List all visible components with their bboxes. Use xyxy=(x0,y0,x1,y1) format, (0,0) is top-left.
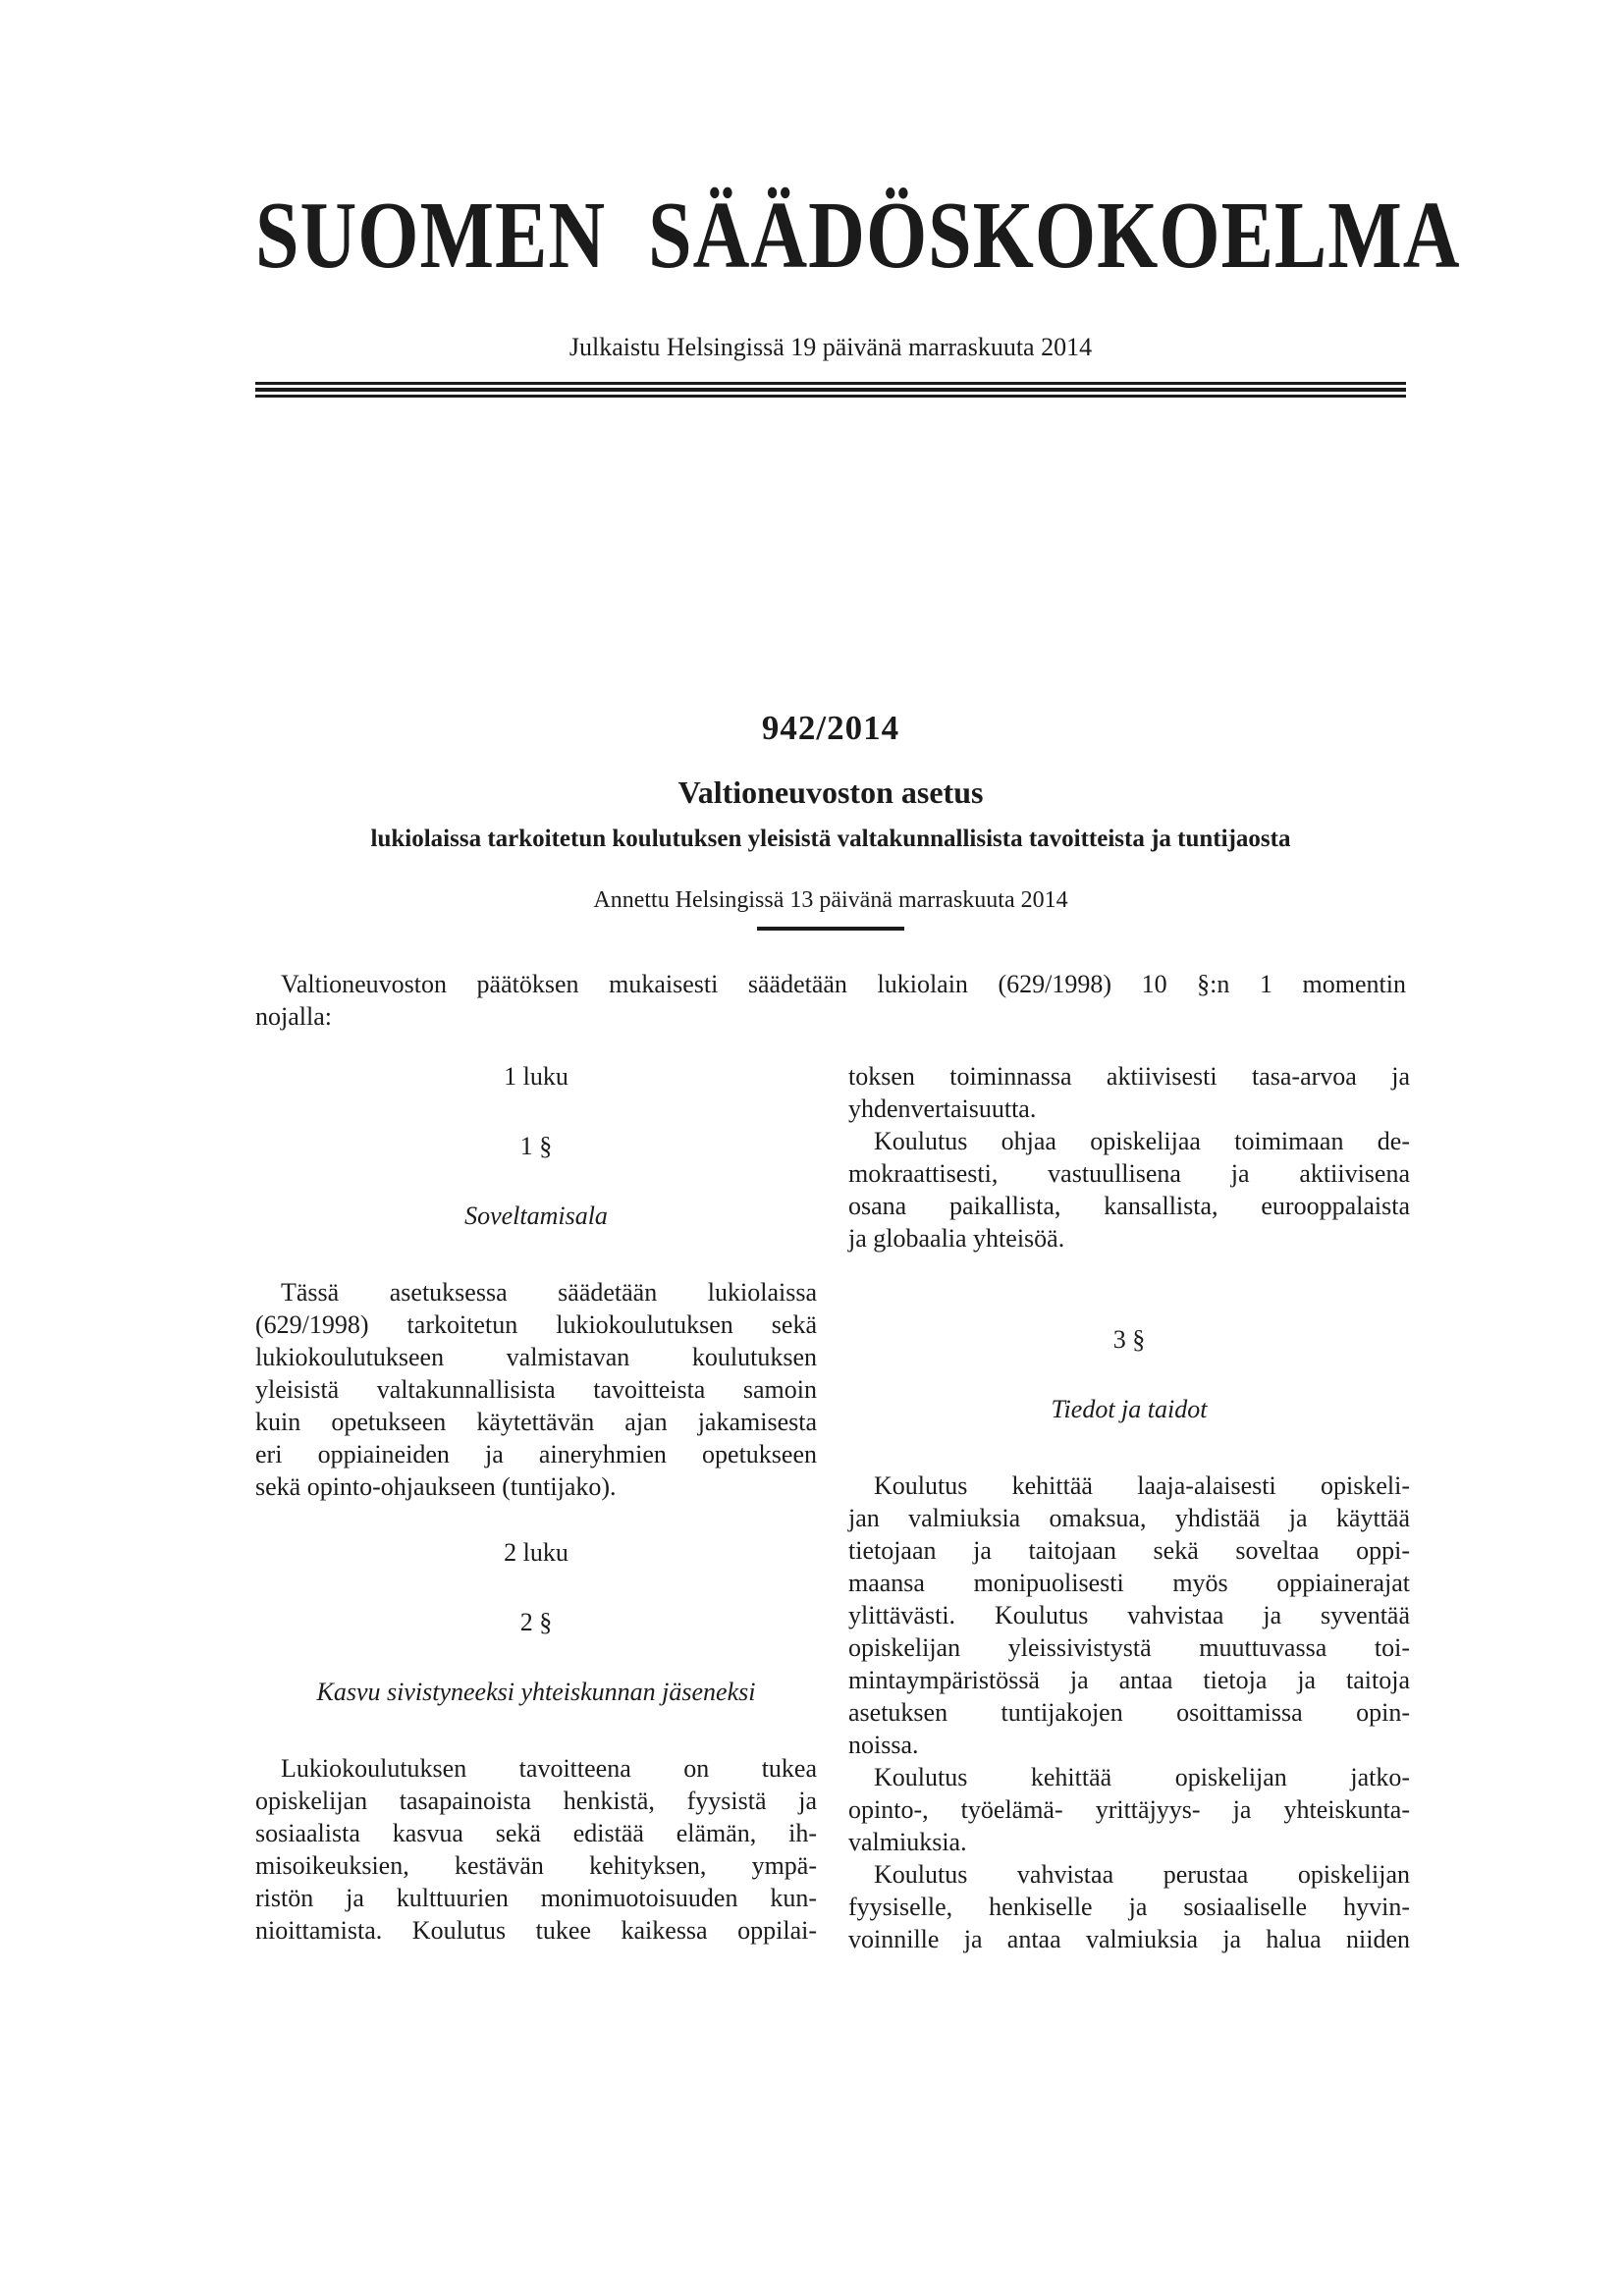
text-line: sosiaalista kasvua sekä edistää elämän, ih- xyxy=(255,1819,817,1847)
paragraph xyxy=(848,1469,1410,1761)
intro-paragraph xyxy=(255,968,1406,1033)
text-line: Valtioneuvoston päätöksen mukaisesti säädetään lukiolain (629/1998) 10 §:n 1 momentin xyxy=(281,970,1406,998)
section-heading: 3 § xyxy=(1112,1325,1146,1354)
text-line: asetuksen tuntijakojen osoittamissa opin- xyxy=(848,1698,1410,1727)
text-line: misoikeuksien, kestävän kehityksen, ympä- xyxy=(255,1851,817,1880)
text-line: tietojaan ja taitojaan sekä soveltaa oppi- xyxy=(848,1536,1410,1565)
text-line: toksen toiminnassa aktiivisesti tasa-arvoa ja xyxy=(848,1062,1410,1091)
text-line: Koulutus kehittää laaja-alaisesti opiskeli- xyxy=(874,1471,1410,1500)
decree-number: 942/2014 xyxy=(761,709,900,747)
section-title: Tiedot ja taidot xyxy=(1051,1395,1208,1423)
paragraph xyxy=(255,1752,817,1947)
given-date-line: Annettu Helsingissä 13 päivänä marraskuuta 2014 xyxy=(593,887,1068,913)
decree-type: Valtioneuvoston asetus xyxy=(677,774,984,810)
text-line: jan valmiuksia omaksua, yhdistää ja käyttää xyxy=(848,1504,1410,1532)
text-line: nioittamista. Koulutus tukee kaikessa oppilai- xyxy=(255,1916,817,1945)
rule-line xyxy=(255,395,1406,398)
text-line: eri oppiaineiden ja aineryhmien opetukseen xyxy=(255,1440,817,1468)
text-line: mokraattisesti, vastuullisena ja aktiivisena xyxy=(848,1159,1410,1188)
publication-line: Julkaistu Helsingissä 19 päivänä marraskuuta 2014 xyxy=(568,333,1093,361)
section-heading: 1 § xyxy=(519,1132,553,1160)
body-columns xyxy=(255,1060,1410,1955)
text-line: Koulutus ohjaa opiskelijaa toimimaan de- xyxy=(874,1127,1410,1155)
text-line: Lukiokoulutuksen tavoitteena on tukea xyxy=(281,1754,817,1783)
section-title: Kasvu sivistyneeksi yhteiskunnan jäseneksi xyxy=(316,1678,756,1706)
text-line: fyysiselle, henkiselle ja sosiaaliselle hyvin- xyxy=(848,1893,1410,1921)
column-right xyxy=(848,1060,1410,1955)
text-line: Koulutus vahvistaa perustaa opiskelijan xyxy=(874,1860,1410,1889)
rule-line xyxy=(255,388,1406,392)
text-line: mintaympäristössä ja antaa tietoja ja taitoja xyxy=(848,1666,1410,1694)
text-line: lukiokoulutukseen valmistavan koulutuksen xyxy=(255,1343,817,1371)
rule-line xyxy=(757,927,904,931)
chapter-heading: 2 luku xyxy=(504,1538,568,1567)
text-line: (629/1998) tarkoitetun lukiokoulutuksen sekä xyxy=(255,1310,817,1339)
text-line: yleisistä valtakunnallisista tavoitteista samoin xyxy=(255,1375,817,1404)
paragraph xyxy=(848,1125,1410,1255)
text-line: sekä opinto-ohjaukseen (tuntijako). xyxy=(255,1472,617,1501)
masthead-title: SUOMEN SÄÄDÖSKOKOELMA xyxy=(255,183,1461,290)
paragraph xyxy=(848,1761,1410,1858)
paragraph-continuation xyxy=(848,1060,1410,1125)
text-line: noissa. xyxy=(848,1731,919,1759)
text-line: maansa monipuolisesti myös oppiainerajat xyxy=(848,1569,1410,1597)
masthead-rule xyxy=(255,382,1406,398)
chapter-heading: 1 luku xyxy=(504,1062,568,1091)
column-left xyxy=(255,1060,817,1955)
text-line: ristön ja kulttuurien monimuotoisuuden kun- xyxy=(255,1884,817,1912)
section-divider-rule xyxy=(255,927,1406,931)
paragraph xyxy=(255,1276,817,1503)
text-line: ja globaalia yhteisöä. xyxy=(848,1224,1065,1253)
rule-line xyxy=(255,382,1406,385)
text-line: valmiuksia. xyxy=(848,1828,967,1856)
text-line: opinto-, työelämä- yrittäjyys- ja yhteiskunta- xyxy=(848,1795,1410,1824)
text-line: Koulutus kehittää opiskelijan jatko- xyxy=(874,1763,1410,1791)
text-line: voinnille ja antaa valmiuksia ja halua niiden xyxy=(848,1925,1410,1953)
text-line: kuin opetukseen käytettävän ajan jakamisesta xyxy=(255,1408,817,1436)
text-line: osana paikallista, kansallista, eurooppalaista xyxy=(848,1192,1410,1220)
text-line: Tässä asetuksessa säädetään lukiolaissa xyxy=(281,1278,817,1307)
text-line: yhdenvertaisuutta. xyxy=(848,1095,1037,1123)
section-title: Soveltamisala xyxy=(464,1201,608,1230)
text-line: ylittävästi. Koulutus vahvistaa ja syventää xyxy=(848,1601,1410,1629)
decree-subject: lukiolaissa tarkoitetun koulutuksen yleisistä valtakunnallisista tavoitteista ja tuntijaosta xyxy=(370,826,1291,852)
text-line: nojalla: xyxy=(255,1002,332,1031)
section-heading: 2 § xyxy=(519,1608,553,1636)
text-line: opiskelijan tasapainoista henkistä, fyysistä ja xyxy=(255,1787,817,1815)
text-line: opiskelijan yleissivistystä muuttuvassa toi- xyxy=(848,1633,1410,1662)
paragraph xyxy=(848,1858,1410,1955)
